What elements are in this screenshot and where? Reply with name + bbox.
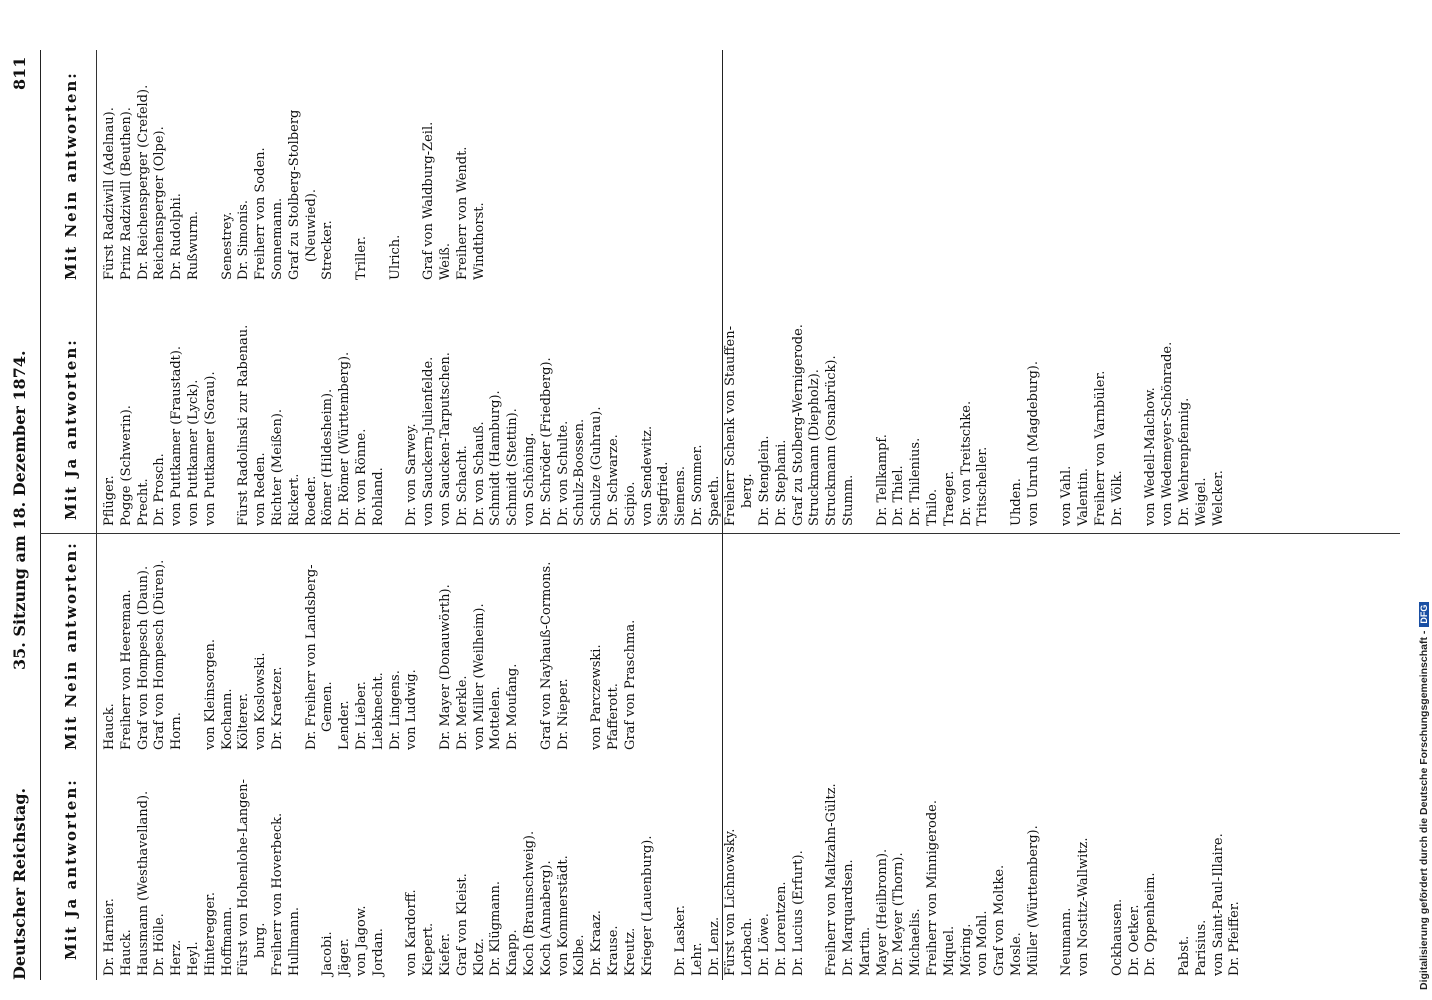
voter-name: Rußwurm.: [185, 210, 201, 280]
group-gap: [371, 85, 388, 280]
voter-name: von Puttkamer (Lyck).: [185, 379, 201, 526]
column-heading-ja-1: Mit Ja antworten:: [62, 778, 80, 960]
voter-name: Precht.: [135, 478, 151, 526]
page-number: 811: [10, 56, 29, 90]
voter-name: von Puttkamer (Sorau).: [202, 371, 218, 526]
voter-name: Dr. Lucius (Erfurt).: [790, 850, 806, 976]
voter-name: von Saucken-Tarputschen.: [437, 352, 453, 526]
voter-name: Krause.: [605, 925, 621, 976]
group-gap: [656, 779, 673, 976]
voter-name: Sonnemann.: [269, 197, 285, 280]
voter-name: von Kleinsorgen.: [202, 638, 218, 750]
voter-name: von Mohl.: [975, 910, 991, 976]
voter-name: Freiherr Schenk von Stauffen-: [723, 326, 739, 526]
voter-name: Dr. Rudolphi.: [169, 193, 185, 280]
voter-name: Hullmann.: [286, 907, 302, 976]
voter-name: von Sauckern-Julienfelde.: [421, 356, 437, 526]
voter-name: Dr. Lieber.: [353, 681, 369, 750]
voter-name: Graf von Hompesch (Daun).: [135, 565, 151, 750]
column-heading-nein-1: Mit Nein antworten:: [62, 541, 80, 750]
voter-name: Dr. Tellkampf.: [874, 434, 890, 526]
funding-note: Digitalisierung gefördert durch die Deutsche Forschungsgemeinschaft -: [1418, 630, 1430, 990]
voter-name: Dr. Prosch.: [152, 453, 168, 526]
column-heading-rule: [96, 50, 97, 980]
voter-name: Dr. Moufang.: [505, 663, 521, 750]
voter-name: Pfafferott.: [605, 683, 621, 750]
voter-name: Költerer.: [236, 692, 252, 750]
voter-name: Freiherr von Varnbüler.: [1093, 370, 1109, 526]
voter-name: Strecker.: [320, 220, 336, 280]
header-rule: [40, 50, 41, 980]
voter-name: Dr. Stenglein.: [757, 435, 773, 526]
voter-name: von Koslowski.: [253, 652, 269, 750]
voter-name: von Saint-Paul-Illaire.: [1210, 833, 1226, 976]
voter-name: Graf von Nayhauß-Cormons.: [538, 561, 554, 750]
voter-name: Herz.: [169, 939, 185, 976]
voter-name: Dr. Mayer (Donauwörth).: [437, 584, 453, 750]
voters-no-column-2: [102, 85, 488, 280]
voter-name: Dr. Freiherr von Landsberg-: [303, 564, 319, 750]
voter-name: Uhden.: [1009, 478, 1025, 526]
voter-name: Mosle.: [1009, 932, 1025, 976]
voter-name: Miquel.: [941, 925, 957, 976]
voter-name: Traeger.: [941, 470, 957, 526]
voter-name: von Puttkamer (Fraustadt).: [169, 345, 185, 526]
voter-name: Dr. von Rönne.: [353, 428, 369, 526]
voter-name: von Parczewski.: [589, 644, 605, 750]
voter-name: Dr. Thiel.: [891, 465, 907, 526]
voter-name: Dr. Harnier.: [102, 898, 117, 976]
voter-name: Dr. Lenz.: [706, 916, 722, 976]
voter-name: Dr. Schacht.: [454, 445, 470, 526]
group-gap: [992, 324, 1009, 526]
voter-name: Römer (Hildesheim).: [320, 388, 336, 526]
group-gap: [1127, 324, 1144, 526]
group-gap: [388, 324, 405, 526]
voter-name: Dr. Wehrenpfennig.: [1177, 397, 1192, 526]
voter-name: Graf von Moltke.: [992, 864, 1008, 976]
voter-name: Dr. Merkle.: [454, 675, 470, 750]
voter-name: Dr. Stephani.: [773, 439, 789, 526]
voter-name: Hauck.: [102, 703, 117, 750]
voter-name: von Wedemeyer-Schönrade.: [1160, 341, 1176, 526]
voter-name: Dr. von Schauß.: [471, 421, 487, 526]
group-gap: [1093, 779, 1110, 976]
voter-name: Triller.: [353, 236, 369, 280]
voter-name: Reichensperger (Olpe).: [152, 126, 168, 280]
voter-name: Möring.: [958, 923, 974, 976]
voter-name: Kiepert.: [421, 922, 437, 976]
voter-name: Fürst Radziwill (Adelnau).: [102, 107, 117, 280]
voter-name: Scipio.: [622, 481, 638, 526]
voter-name: Knapp.: [505, 929, 521, 976]
voter-name: Siegfried.: [656, 461, 672, 526]
voter-name: Liebknecht.: [370, 672, 386, 750]
group-gap: [388, 779, 405, 976]
voter-name: Dr. Schwarze.: [605, 434, 621, 526]
voter-name: Weigel.: [1193, 477, 1209, 526]
voter-name: Schmidt (Stettin).: [505, 408, 521, 526]
voter-name: Hoffmann.: [219, 906, 235, 976]
voter-name: Jordan.: [370, 928, 386, 976]
voter-name: Freiherr von Soden.: [253, 147, 269, 280]
group-gap: [220, 324, 237, 526]
voter-name: Lorbach.: [740, 917, 756, 976]
voter-name: Dr. von Sarwey.: [404, 423, 420, 526]
voter-name: Siemens.: [673, 466, 689, 526]
voter-name: Hausmann (Westhavelland).: [135, 790, 151, 976]
voter-name: Struckmann (Diepholz).: [807, 369, 823, 526]
voter-name: Dr. von Treitschke.: [958, 400, 974, 526]
voter-name: Richter (Meißen).: [269, 408, 285, 526]
voter-name: Pogge (Schwerin).: [118, 405, 134, 526]
voter-name: Hauck.: [118, 929, 134, 976]
voter-name: Welcker.: [1210, 470, 1226, 526]
voter-name: Dr. Lasker.: [673, 904, 689, 976]
voter-name: (Neuwied).: [303, 188, 319, 262]
voter-name: Graf zu Stolberg-Stolberg: [286, 109, 302, 280]
column-heading-nein-2: Mit Nein antworten:: [62, 71, 80, 280]
voter-name: Parisius.: [1193, 919, 1209, 976]
voter-name: Graf von Waldburg-Zeil.: [421, 121, 437, 280]
voter-name: Graf von Praschma.: [622, 619, 638, 750]
voter-name: Horn.: [169, 712, 185, 750]
voter-name: Dr. Schröder (Friedberg).: [538, 357, 554, 526]
voter-name: Fürst von Lichnowsky.: [723, 828, 739, 976]
voter-name: Dr. Simonis.: [236, 199, 252, 280]
voter-name: von Miller (Weilheim).: [471, 603, 487, 750]
voter-name: Tritscheller.: [975, 446, 991, 526]
voter-name: von Kommerstädt.: [555, 855, 571, 976]
group-gap: [1160, 779, 1177, 976]
voter-name: Neumann.: [1059, 907, 1075, 976]
voter-name: Senestrey.: [219, 211, 235, 280]
voter-name: Kreutz.: [622, 927, 638, 976]
voter-name: Fürst Radolinski zur Rabenau.: [236, 324, 252, 526]
group-gap: [572, 560, 589, 750]
voter-name: Dr. Pfeiffer.: [1227, 901, 1243, 976]
voter-name: Müller (Württemberg).: [1025, 825, 1041, 976]
voter-name: Kolbe.: [572, 934, 588, 976]
voter-name: Koch (Braunschweig).: [521, 830, 537, 976]
voter-name: Dr. Kraetzer.: [269, 666, 285, 750]
voter-name: Rickert.: [286, 473, 302, 526]
voter-name: Spaeth.: [706, 475, 722, 526]
voter-name: von Sendewitz.: [639, 425, 655, 526]
group-gap: [858, 324, 875, 526]
group-gap: [287, 560, 304, 750]
voter-name: Roeder.: [303, 475, 319, 526]
voter-name: Valentin.: [1076, 467, 1092, 526]
group-gap: [1043, 779, 1060, 976]
voter-name: Heyl.: [185, 941, 201, 976]
voter-name: Dr. Lingens.: [387, 670, 403, 750]
voter-name: Graf von Kleist.: [454, 873, 470, 976]
voter-name: Dr. Löwe.: [757, 913, 773, 976]
header-left: Deutscher Reichstag.: [10, 787, 29, 980]
voter-name: Schulz-Boossen.: [572, 418, 588, 526]
voter-name: von Unruh (Magdeburg).: [1025, 360, 1041, 526]
voter-name: Ulrich.: [387, 234, 403, 280]
voter-name: Dr. Thilenius.: [908, 437, 924, 526]
group-gap: [404, 85, 421, 280]
group-gap: [186, 560, 203, 750]
voter-name: Schulze (Guhrau).: [589, 406, 605, 526]
voter-name: von Jagow.: [353, 905, 369, 976]
voter-name: Freiherr von Heereman.: [118, 589, 134, 750]
voter-name: Jäger.: [337, 938, 353, 976]
group-gap: [807, 779, 824, 976]
group-gap: [337, 85, 354, 280]
voter-name: Koch (Annaberg).: [538, 860, 554, 976]
voter-name: Prinz Radziwill (Beuthen).: [118, 107, 134, 280]
voter-name: von Nostitz-Wallwitz.: [1076, 837, 1092, 976]
voter-name: Windthorst.: [471, 202, 487, 280]
voter-name: Dr. Reichensperger (Crefeld).: [135, 84, 151, 280]
voter-name: Dr. Nieper.: [555, 678, 571, 750]
voters-yes-column-2: [102, 324, 1227, 526]
voter-name: Schmidt (Hamburg).: [488, 390, 504, 526]
voter-name: Mayer (Heilbronn).: [874, 848, 890, 976]
column-heading-ja-2: Mit Ja antworten:: [62, 338, 80, 520]
voter-name: von Vahl.: [1059, 465, 1075, 526]
group-gap: [421, 560, 438, 750]
voter-name: Klotz.: [471, 938, 487, 976]
voter-name: Kiefer.: [437, 933, 453, 976]
voter-name: Martin.: [857, 926, 873, 976]
voter-name: Jacobi.: [320, 931, 336, 976]
voter-name: berg.: [740, 473, 756, 508]
voter-name: Hinteregger.: [202, 892, 218, 976]
voter-name: Dr. Hölle.: [152, 913, 168, 976]
voter-name: Dr. von Schulte.: [555, 420, 571, 526]
voter-name: burg.: [253, 922, 269, 958]
voter-name: Kochann.: [219, 688, 235, 750]
voter-name: Freiherr von Minnigerode.: [925, 800, 941, 976]
voter-name: von Wedell-Malchow.: [1143, 387, 1159, 526]
voter-name: Dr. Oppenheim.: [1143, 872, 1159, 976]
voter-name: Ockhausen.: [1109, 898, 1125, 976]
header-center: 35. Sitzung am 18. Dezember 1874.: [10, 350, 29, 670]
voters-yes-column-1: [102, 779, 1244, 976]
voter-name: Graf zu Stolberg-Wernigerode.: [790, 324, 806, 526]
voter-name: von Ludwig.: [404, 669, 420, 750]
voter-name: von Kardorff.: [404, 889, 420, 976]
voter-name: von Schöning.: [521, 432, 537, 526]
column-divider: [40, 533, 1400, 534]
voter-name: Krieger (Lauenburg).: [639, 835, 655, 976]
voter-name: Fürst von Hohenlohe-Langen-: [236, 779, 252, 976]
voter-name: Freiherr von Hoverbeck.: [269, 812, 285, 976]
voter-name: Dr. Oetker.: [1126, 904, 1142, 976]
voter-name: Mottelen.: [488, 686, 504, 750]
group-gap: [203, 85, 220, 280]
voter-name: Weiß.: [437, 243, 453, 280]
voter-name: Gemen.: [320, 681, 336, 732]
voter-name: Graf von Hompesch (Düren).: [152, 559, 168, 750]
voter-name: Pflüger.: [102, 475, 117, 526]
voter-name: Dr. Völk.: [1109, 470, 1125, 526]
voter-name: Dr. Römer (Württemberg).: [337, 351, 353, 526]
voter-name: Dr. Klügmann.: [488, 881, 504, 976]
voter-name: Pabst.: [1177, 935, 1192, 976]
voter-name: Struckmann (Osnabrück).: [824, 355, 840, 526]
voter-name: Michaelis.: [908, 908, 924, 976]
voter-name: Dr. Marquardsen.: [841, 859, 857, 976]
voter-name: Freiherr von Wendt.: [454, 146, 470, 280]
voter-name: Dr. Meyer (Thorn).: [891, 852, 907, 976]
voter-name: Dr. Sommer.: [689, 444, 705, 526]
group-gap: [304, 779, 321, 976]
voter-name: Rohland.: [370, 467, 386, 526]
voter-name: Lender.: [337, 700, 353, 750]
voter-name: Thilo.: [925, 488, 941, 526]
dfg-logo: DFG: [1419, 602, 1429, 627]
group-gap: [522, 560, 539, 750]
group-gap: [1043, 324, 1060, 526]
voter-name: von Reden.: [253, 452, 269, 526]
voter-name: Dr. Lorentzen.: [773, 881, 789, 976]
voter-name: Stumm.: [841, 474, 857, 526]
voter-name: Freiherr von Maltzahn-Gültz.: [824, 783, 840, 976]
voter-name: Dr. Kraaz.: [589, 910, 605, 976]
sidebar-note: [1418, 10, 1432, 990]
voters-no-column-1: [102, 560, 640, 750]
voter-name: Lehr.: [689, 942, 705, 976]
